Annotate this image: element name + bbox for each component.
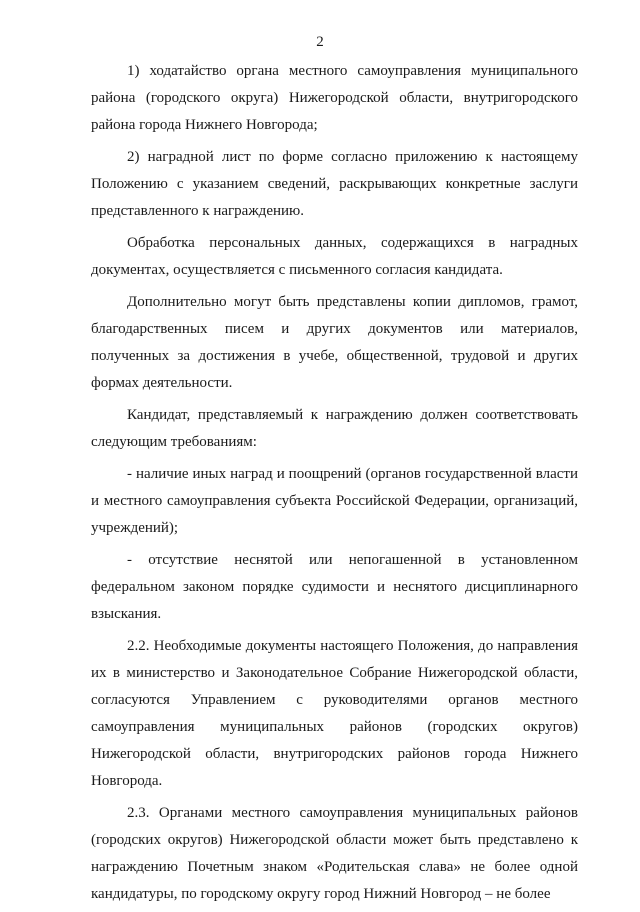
document-body (91, 58, 578, 912)
paragraph-award-sheet: 2) наградной лист по форме согласно приложению к настоящему Положению с указанием сведений, раскрывающих конкретные заслуги представленного к награждению. (91, 149, 578, 219)
list-item-no-conviction: - отсутствие неснятой или непогашенной в установленном федеральном законом порядке судимости и неснятого дисциплинарного взыскания. (91, 552, 578, 622)
paragraph-section-2-3: 2.3. Органами местного самоуправления муниципальных районов (городских округов) Нижегородской области может быть представлено к награждению Почетным знаком «Родительская слава» не более одной кандидатуры, по городскому округу город Нижний Новгород – не более (91, 805, 578, 902)
paragraph-personal-data: Обработка персональных данных, содержащихся в наградных документах, осуществляется с письменного согласия кандидата. (91, 235, 578, 278)
paragraph-additional-documents: Дополнительно могут быть представлены копии дипломов, грамот, благодарственных писем и других документов или материалов, полученных за достижения в учебе, общественной, трудовой и других формах деятельности. (91, 294, 578, 391)
list-item-other-awards: - наличие иных наград и поощрений (органов государственной власти и местного самоуправления субъекта Российской Федерации, организаций, учреждений); (91, 466, 578, 536)
page-number: 2 (316, 34, 324, 50)
paragraph-candidate-requirements: Кандидат, представляемый к награждению должен соответствовать следующим требованиям: (91, 407, 578, 450)
paragraph-petition: 1) ходатайство органа местного самоуправления муниципального района (городского округа) Нижегородской области, внутригородского района города Нижнего Новгорода; (91, 63, 578, 133)
paragraph-section-2-2: 2.2. Необходимые документы настоящего Положения, до направления их в министерство и Законодательное Собрание Нижегородской области, согласуются Управлением с руководителями органов местного самоуправления муниципальных районов (городских округов) Нижегородской области, внутригородских районов города Нижнего Новгорода. (91, 638, 578, 789)
